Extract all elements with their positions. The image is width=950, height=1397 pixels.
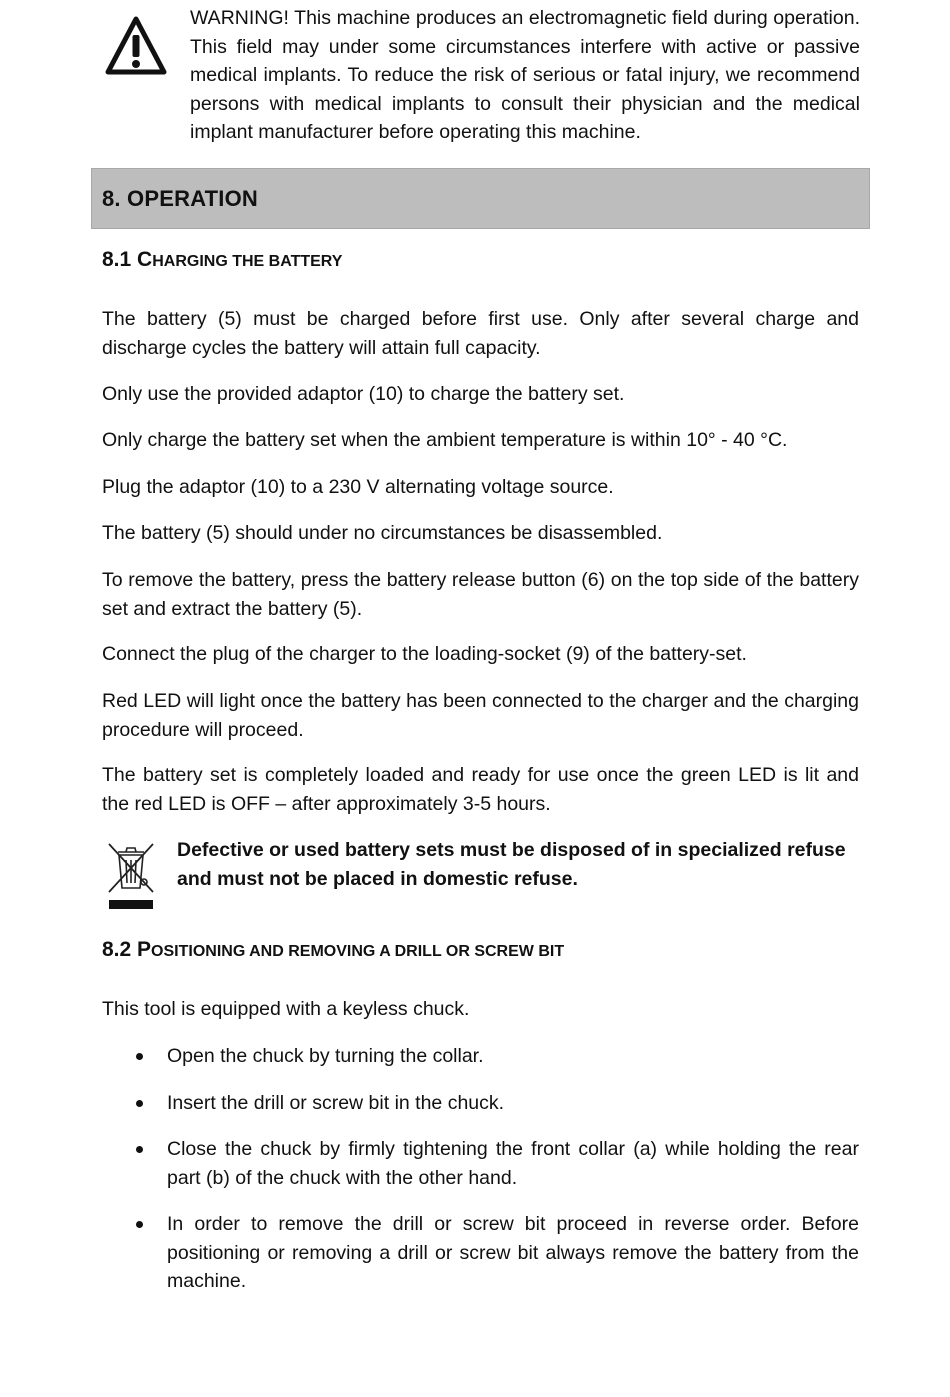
paragraph: Red LED will light once the battery has been connected to the charger and the charging procedure will proceed.	[102, 690, 859, 741]
warning-triangle-icon	[104, 14, 168, 78]
section-header	[91, 168, 870, 229]
bullet-icon	[136, 1100, 143, 1107]
manual-page: WARNING! This machine produces an electromagnetic field during operation. This field may under some circumstances interfere with active or passive medical implants. To reduce the risk of serious or fatal injury, we recommend persons with medical implants to consult their physician and the medical implant manufacturer before operating this machine. 8. OPERATION 8.1 CHARGING THE BATTERY The battery (5) must be charged before first use. Only after several charge and discharge cycles the battery will attain full capacity. Only use the provided adaptor (10) to charge the battery set. Only charge the battery set when the ambient temperature is within 10° - 40 °C. Plug the adaptor (10) to a 230 V alternating voltage source. The battery (5) should under no circumstances be disassembled. To remove the battery, press the battery release button (6) on the top side of the battery set and extract the battery (5). Connect the plug of the charger to the loading-socket (9) of the battery-set. Red LED will light once the battery has been connected to the charger and the charging procedure will proceed. The battery set is completely loaded and ready for use once the green LED is lit and the red LED is OFF – after approximately 3-5 hours. Defective or used battery sets must be disposed of in specialized refuse and must not be placed in domestic refuse. 8.2 POSITIONING AND REMOVING A DRILL OR SCREW BIT This tool is equipped with a keyless chuck. Open the chuck by turning the collar. Insert the drill or screw bit in the chuck. Close the chuck by firmly tightening the front collar (a) while holding the rear part (b) of the chuck with the other hand. In order to remove the drill or screw bit proceed in reverse order. Before positioning or removing a drill or screw bit always remove the battery from the machine.	[0, 0, 950, 1397]
paragraph: Plug the adaptor (10) to a 230 V alternating voltage source.	[102, 476, 614, 498]
paragraph: This tool is equipped with a keyless chuck.	[102, 998, 470, 1020]
paragraph: Connect the plug of the charger to the loading-socket (9) of the battery-set.	[102, 643, 747, 665]
paragraph: The battery (5) must be charged before first use. Only after several charge and discharge cycles the battery will attain full capacity.	[102, 308, 859, 359]
subsection-heading-drill-bit: 8.2 POSITIONING AND REMOVING A DRILL OR SCREW BIT	[102, 938, 565, 961]
paragraph: Only charge the battery set when the ambient temperature is within 10° - 40 °C.	[102, 429, 788, 451]
paragraph: To remove the battery, press the battery release button (6) on the top side of the battery set and extract the battery (5).	[102, 569, 859, 620]
warning-text: WARNING! This machine produces an electromagnetic field during operation. This field may under some circumstances interfere with active or passive medical implants. To reduce the risk of serious or fatal injury, we recommend persons with medical implants to consult their physician and the medical implant manufacturer before operating this machine.	[190, 7, 860, 143]
bullet-icon	[136, 1146, 143, 1153]
paragraph: The battery set is completely loaded and ready for use once the green LED is lit and the red LED is OFF – after approximately 3-5 hours.	[102, 764, 859, 815]
paragraph: The battery (5) should under no circumstances be disassembled.	[102, 522, 663, 544]
bullet-icon	[136, 1221, 143, 1228]
disposal-note: Defective or used battery sets must be disposed of in specialized refuse and must not be placed in domestic refuse.	[177, 839, 846, 890]
section-title: 8. OPERATION	[102, 186, 259, 211]
bullet-icon	[136, 1053, 143, 1060]
paragraph: Only use the provided adaptor (10) to charge the battery set.	[102, 383, 625, 405]
subsection-heading-charging: 8.1 CHARGING THE BATTERY	[102, 248, 343, 271]
crossed-out-bin-icon	[106, 840, 156, 912]
